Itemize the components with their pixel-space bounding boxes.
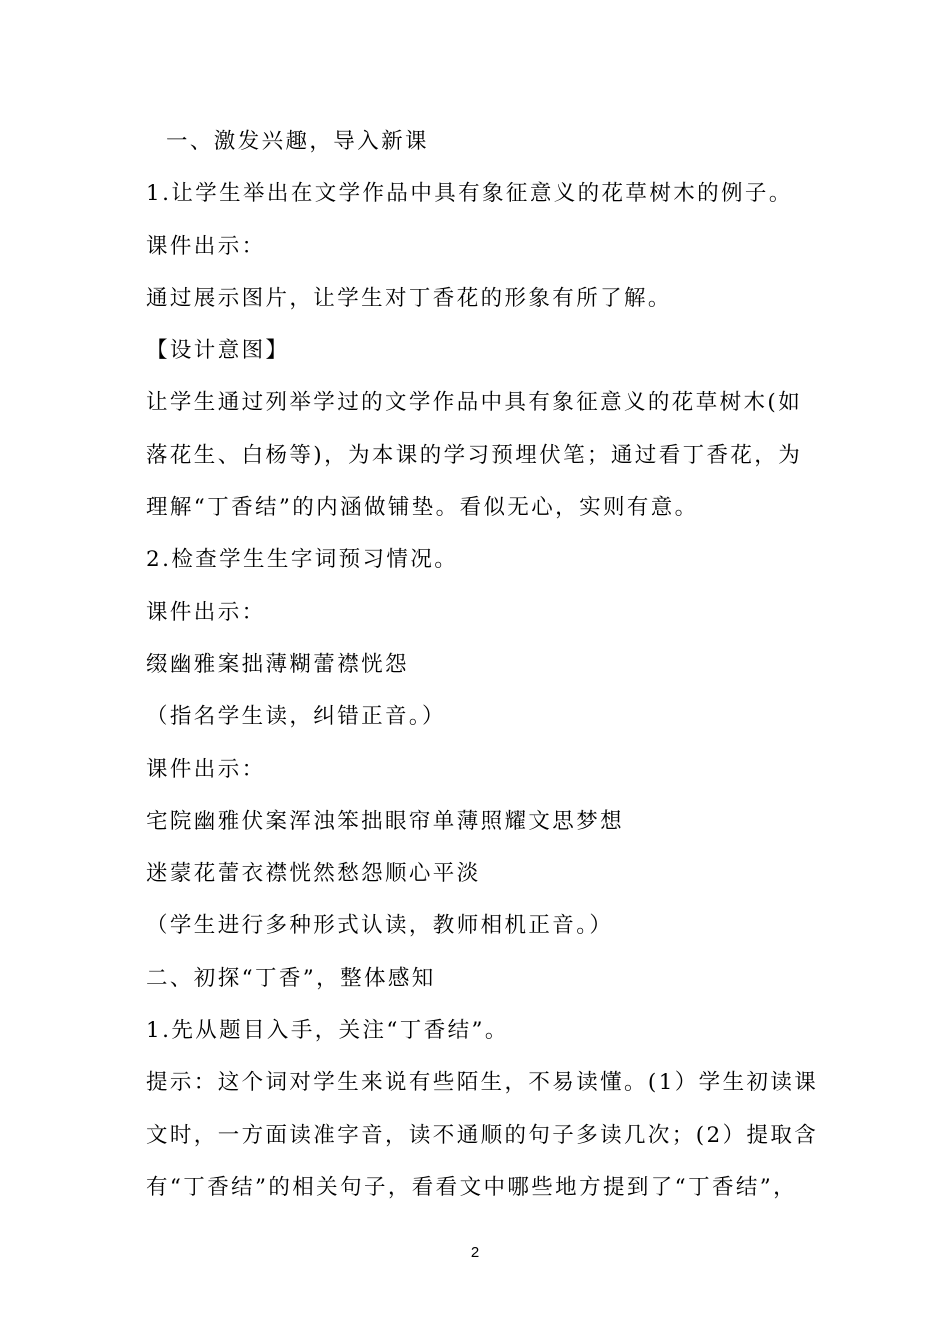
paragraph-line: 课件出示： [146, 233, 266, 259]
design-intent-heading: 【设计意图】 [146, 338, 290, 364]
paragraph-line: 课件出示： [146, 756, 266, 782]
paragraph-line: 1.让学生举出在文学作品中具有象征意义的花草树木的例子。 [146, 181, 793, 207]
document-body [146, 116, 819, 1214]
paragraph-line: （学生进行多种形式认读，教师相机正音。） [146, 913, 614, 939]
paragraph-line: 有“丁香结”的相关句子，看看文中哪些地方提到了“丁香结”， [146, 1174, 798, 1200]
vocabulary-line: 缀幽雅案拙薄糊蕾襟恍怨 [146, 651, 409, 677]
vocabulary-line: 迷蒙花蕾衣襟恍然愁怨顺心平淡 [146, 861, 481, 887]
paragraph-line: 通过展示图片，让学生对丁香花的形象有所了解。 [146, 285, 672, 311]
paragraph-line: 落花生、白杨等)，为本课的学习预埋伏笔；通过看丁香花，为 [146, 442, 803, 468]
paragraph-line: （指名学生读，纠错正音。） [146, 704, 446, 730]
paragraph-line: 课件出示： [146, 599, 266, 625]
section-heading-1: 一、激发兴趣，导入新课 [166, 129, 429, 154]
paragraph-line: 文时，一方面读准字音，读不通顺的句子多读几次；(2）提取含 [146, 1122, 819, 1148]
section-heading-2: 二、初探“丁香”，整体感知 [146, 965, 436, 991]
paragraph-line: 提示：这个词对学生来说有些陌生，不易读懂。(1）学生初读课 [146, 1070, 819, 1096]
paragraph-line: 1.先从题目入手，关注“丁香结”。 [146, 1018, 509, 1044]
vocabulary-line: 宅院幽雅伏案浑浊笨拙眼帘单薄照耀文思梦想 [146, 808, 625, 834]
paragraph-line: 让学生通过列举学过的文学作品中具有象征意义的花草树木(如 [146, 390, 803, 416]
page-number: 2 [470, 1244, 480, 1261]
paragraph-line: 2.检查学生生字词预习情况。 [146, 547, 459, 573]
paragraph-line: 理解“丁香结”的内涵做铺垫。看似无心，实则有意。 [146, 495, 699, 521]
